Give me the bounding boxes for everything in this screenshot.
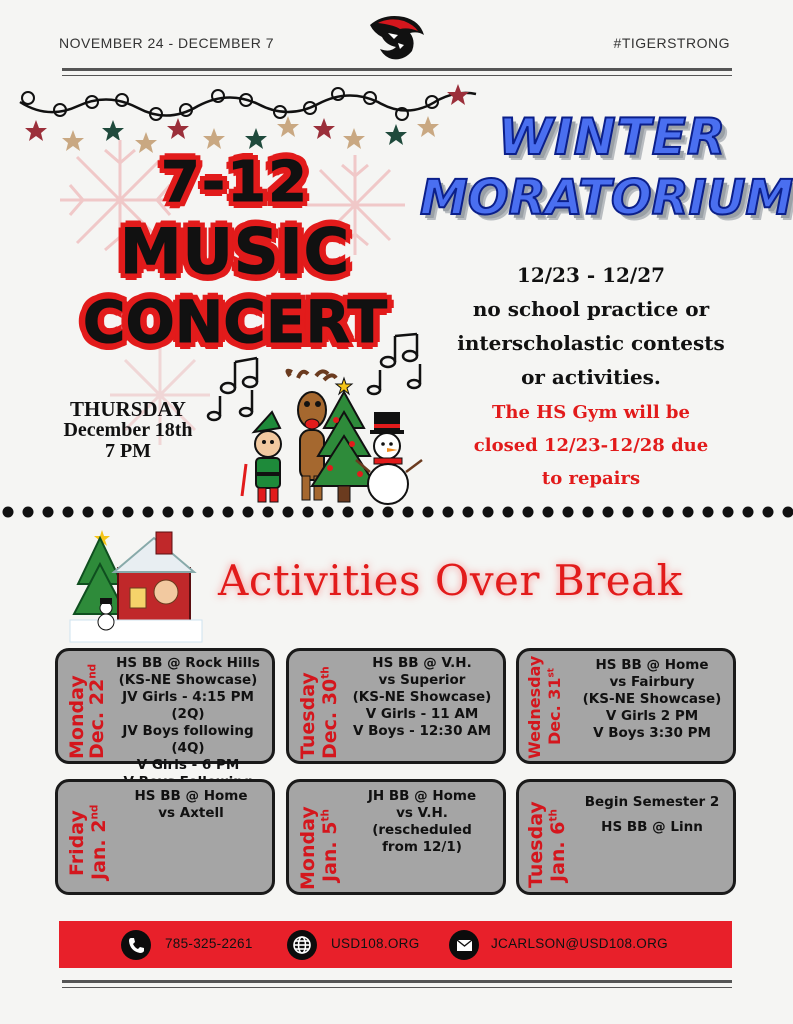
divider-dot [403,507,414,518]
gym-line3: to repairs [541,468,641,489]
divider-dot [103,507,114,518]
divider-dot [603,507,614,518]
divider-dot [643,507,654,518]
gym-line1: The HS Gym will be [492,402,690,423]
divider-dot [523,507,534,518]
card-date: Jan. 2nd [88,804,110,880]
tiger-head-logo-icon [364,11,428,63]
moratorium-desc-line3: or activities. [521,365,661,389]
card-date: Jan. 5th [319,809,341,882]
card-day: Tuesday [297,672,319,759]
activity-card [286,648,506,764]
card-body: JH BB @ Home vs V.H. (rescheduled from 12/1) [367,788,477,855]
moratorium-title-line2: MORATORIUM [420,170,793,226]
divider-dot [23,507,34,518]
divider-dot [243,507,254,518]
divider-dot [303,507,314,518]
moratorium-desc-line2: interscholastic contests [457,331,725,355]
card-date: Jan. 6th [547,809,569,882]
divider-dot [163,507,174,518]
header-hashtag: #TIGERSTRONG [613,35,730,51]
divider-dot [623,507,634,518]
divider-dot [503,507,514,518]
divider-dot [443,507,454,518]
divider-dot [263,507,274,518]
divider-dot [683,507,694,518]
divider-dot [3,507,14,518]
moratorium-title-line1: WINTER [498,108,727,166]
activity-card [55,648,275,773]
concert-date-block [52,398,204,462]
divider-dot [743,507,754,518]
gym-closure-notice [445,396,737,495]
divider-dot [583,507,594,518]
moratorium-dates: 12/23 - 12/27 [516,263,666,287]
card-body: HS BB @ V.H. vs Superior (KS-NE Showcase) V Girls - 11 AM V Boys - 12:30 AM [352,655,492,739]
header-rule [62,68,732,71]
activity-card [516,648,736,764]
moratorium-desc-line1: no school practice or [472,297,710,321]
card-day: Wednesday [525,655,544,759]
snowman-icon [356,412,422,504]
festive-characters-illustration [232,368,432,508]
card-date: Dec. 30th [319,666,341,759]
concert-title-line1: 7-12 [160,150,310,215]
divider-dot [763,507,774,518]
footer-rule [62,980,732,983]
phone-number[interactable]: 785-325-2261 [165,936,253,951]
elf-icon [242,412,281,502]
phone-icon [121,930,151,960]
divider-dot [783,507,793,518]
card-body: Begin Semester 2 HS BB @ Linn [584,794,720,835]
card-day: Monday [66,675,88,759]
concert-time: 7 PM [104,440,152,463]
header-date-range: NOVEMBER 24 - DECEMBER 7 [59,35,275,51]
divider-dot [43,507,54,518]
website-link[interactable]: USD108.ORG [331,936,420,951]
card-date: Dec. 31st [545,668,564,745]
divider-dot [283,507,294,518]
dotted-divider [0,503,791,521]
divider-dot [543,507,554,518]
divider-dot [203,507,214,518]
gym-line2: closed 12/23-12/28 due [473,435,709,456]
card-body: HS BB @ Home vs Axtell [134,788,248,821]
divider-dot [343,507,354,518]
envelope-icon [449,930,479,960]
moratorium-description [445,258,737,394]
winter-moratorium-title [420,100,793,260]
divider-dot [123,507,134,518]
card-body: HS BB @ Rock Hills (KS-NE Showcase) JV Girls - 4:15 PM (2Q) JV Boys following (4Q) V Girls - 6 PM [116,655,260,773]
divider-dot [323,507,334,518]
header-rule-thin [62,75,732,76]
concert-date: December 18th [63,419,193,442]
globe-icon [287,930,317,960]
divider-dot [723,507,734,518]
divider-dot [223,507,234,518]
activity-card [55,779,275,895]
footer-rule-thin [62,987,732,988]
divider-dot [483,507,494,518]
christmas-house-icon [70,524,202,644]
activity-card [516,779,736,895]
concert-title [70,150,400,356]
card-day: Monday [297,806,319,890]
contact-footer [59,921,732,968]
divider-dot [383,507,394,518]
divider-dot [83,507,94,518]
divider-dot [143,507,154,518]
card-day: Tuesday [525,801,547,888]
card-date: Dec. 22nd [86,663,108,759]
divider-dot [183,507,194,518]
concert-title-line2: MUSIC [119,215,351,288]
divider-dot [63,507,74,518]
email-link[interactable]: JCARLSON@USD108.ORG [491,936,668,951]
divider-dot [703,507,714,518]
concert-day: THURSDAY [70,397,186,421]
divider-dot [363,507,374,518]
card-day: Friday [66,810,88,876]
divider-dot [463,507,474,518]
card-body: HS BB @ Home vs Fairbury (KS-NE Showcase) V Girls 2 PM V Boys 3:30 PM [582,657,722,741]
divider-dot [423,507,434,518]
divider-dot [563,507,574,518]
divider-dot [663,507,674,518]
activity-card [286,779,506,895]
activities-title: Activities Over Break [218,556,683,605]
concert-title-line3: CONCERT [82,288,388,356]
